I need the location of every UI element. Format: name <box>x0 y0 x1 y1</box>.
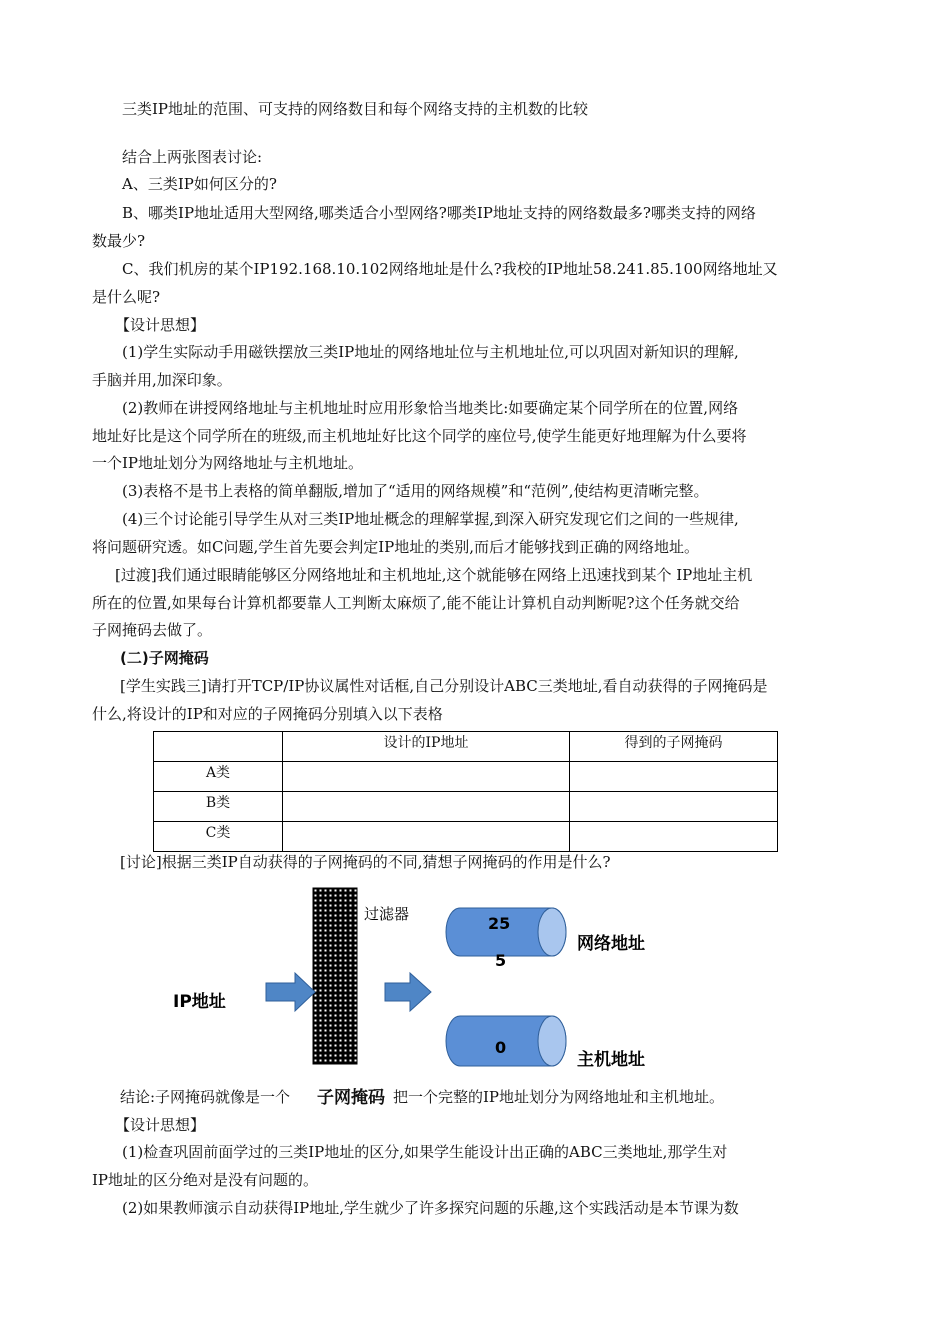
table-cell: C类 <box>154 822 283 852</box>
design-check-1-line1: (1)检查巩固前面学过的三类IP地址的区分,如果学生能设计出正确的ABC三类地址,那学生对 <box>122 1143 728 1161</box>
design-point-3: (3)表格不是书上表格的简单翻版,增加了“适用的网络规模”和“范例”,使结构更清晰完整。 <box>122 482 709 500</box>
design-heading-1: 【设计思想】 <box>115 316 206 334</box>
design-point-1-line2: 手脑并用,加深印象。 <box>92 371 232 389</box>
host-address-label: 主机地址 <box>577 1050 645 1070</box>
question-b-line2: 数最少? <box>92 232 146 250</box>
design-point-1-line1: (1)学生实际动手用磁铁摆放三类IP地址的网络地址位与主机地址位,可以巩固对新知识的理解, <box>122 343 739 361</box>
discussion-intro: 结合上两张图表讨论: <box>122 148 263 166</box>
question-c-line1: C、我们机房的某个IP192.168.10.102网络地址是什么?我校的IP地址58.241.85.100网络地址又 <box>122 260 778 278</box>
discussion-question: [讨论]根据三类IP自动获得的子网掩码的不同,猜想子网掩码的作用是什么? <box>120 853 611 871</box>
design-point-4-line2: 将问题研究透。如C问题,学生首先要会判定IP地址的类别,而后才能够找到正确的网络地址。 <box>92 538 700 556</box>
table-header-cell: 设计的IP地址 <box>283 732 570 762</box>
conclusion-part-1: 结论:子网掩码就像是一个 <box>120 1088 291 1106</box>
transition-line1: [过渡]我们通过眼睛能够区分网络地址和主机地址,这个就能够在网络上迅速找到某个 IP地址主机 <box>115 566 753 584</box>
design-heading-2: 【设计思想】 <box>115 1116 206 1134</box>
design-point-4-line1: (4)三个讨论能引导学生从对三类IP地址概念的理解掌握,到深入研究发现它们之间的一些规律, <box>122 510 739 528</box>
question-b-line1: B、哪类IP地址适用大型网络,哪类适合小型网络?哪类IP地址支持的网络数最多?哪类支持的网络 <box>122 204 756 222</box>
design-point-2-line2: 地址好比是这个同学所在的班级,而主机地址好比这个同学的座位号,使学生能更好地理解为什么要将 <box>92 427 747 445</box>
design-check-1-line2: IP地址的区分绝对是没有问题的。 <box>92 1171 319 1189</box>
practice-line2: 什么,将设计的IP和对应的子网掩码分别填入以下表格 <box>92 705 443 723</box>
transition-line3: 子网掩码去做了。 <box>92 621 213 639</box>
table-cell: A类 <box>154 762 283 792</box>
transition-line2: 所在的位置,如果每台计算机都要靠人工判断太麻烦了,能不能让计算机自动判断呢?这个任务就交给 <box>92 594 740 612</box>
output-arrow <box>385 973 431 1011</box>
cylinder-top-value-1: 25 <box>488 914 511 933</box>
table-cell: B类 <box>154 792 283 822</box>
input-arrow <box>266 973 315 1011</box>
ip-address-label: IP地址 <box>173 992 226 1012</box>
filter-block <box>313 888 357 1064</box>
cylinder-bottom-value: 0 <box>495 1038 507 1057</box>
practice-line1: [学生实践三]请打开TCP/IP协议属性对话框,自己分别设计ABC三类地址,看自动获得的子网掩码是 <box>120 677 768 695</box>
question-a: A、三类IP如何区分的? <box>122 175 277 193</box>
filter-label: 过滤器 <box>364 905 410 923</box>
section-title: (二)子网掩码 <box>120 649 209 667</box>
design-point-2-line1: (2)教师在讲授网络地址与主机地址时应用形象恰当地类比:如要确定某个同学所在的位置,网络 <box>122 399 739 417</box>
figure-caption: 三类IP地址的范围、可支持的网络数目和每个网络支持的主机数的比较 <box>122 100 589 118</box>
conclusion-part-2: 把一个完整的IP地址划分为网络地址和主机地址。 <box>393 1088 725 1106</box>
design-check-2-line1: (2)如果教师演示自动获得IP地址,学生就少了许多探究问题的乐趣,这个实践活动是本节课为数 <box>122 1199 739 1217</box>
question-c-line2: 是什么呢? <box>92 288 161 306</box>
subnet-mask-label: 子网掩码 <box>317 1088 385 1108</box>
design-point-2-line3: 一个IP地址划分为网络地址与主机地址。 <box>92 454 364 472</box>
cylinder-top-value-2: 5 <box>495 951 507 970</box>
table-header-cell: 得到的子网掩码 <box>570 732 778 762</box>
network-address-label: 网络地址 <box>577 934 645 954</box>
